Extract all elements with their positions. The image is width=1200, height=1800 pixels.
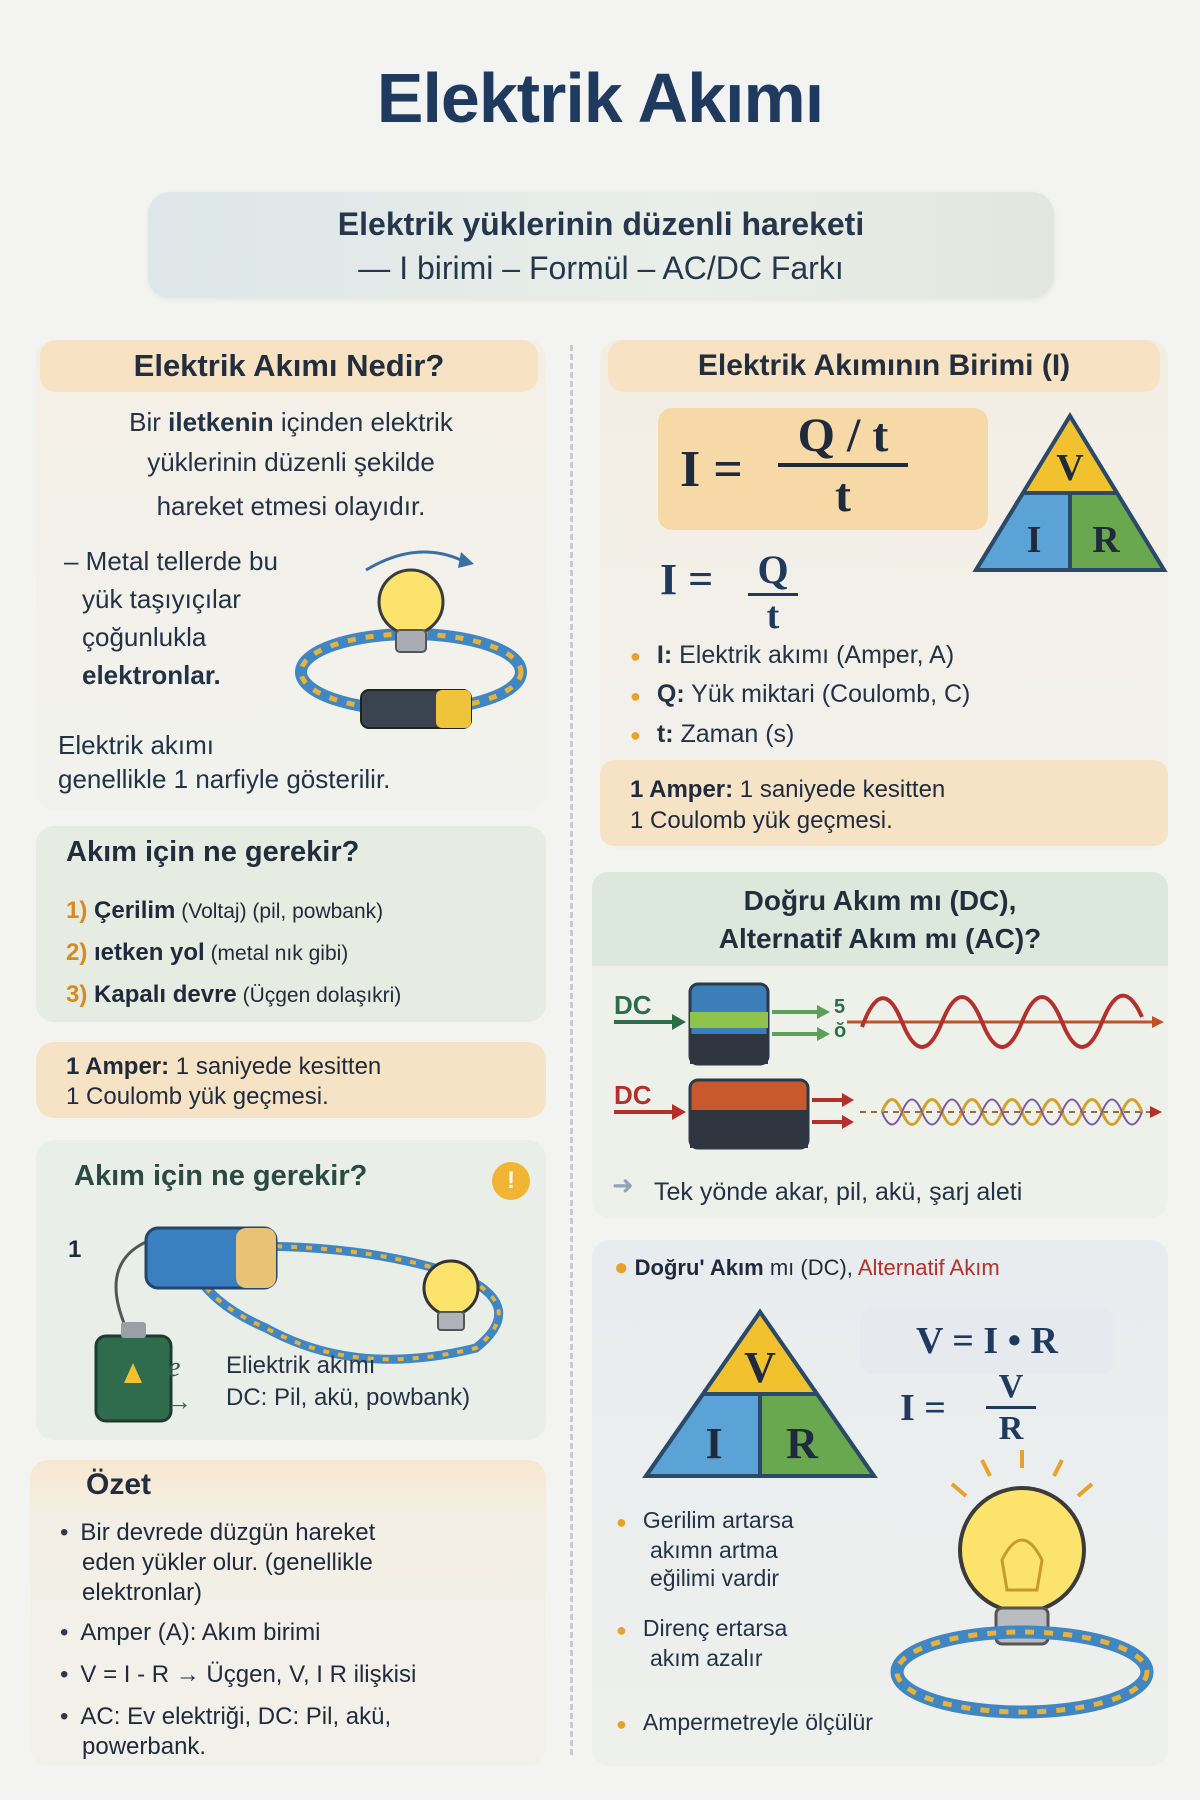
def-post: içinden elektrik bbox=[273, 407, 453, 437]
tri-large-v: V bbox=[744, 1343, 776, 1392]
summary-list bbox=[60, 1518, 540, 1762]
def-sym: t: bbox=[656, 719, 674, 748]
summary-item-line: • Amper (A): Akım birimi bbox=[60, 1618, 540, 1648]
carriers-line3: çoğunlukla bbox=[82, 622, 207, 652]
circuit-caption-line2: DC: Pil, akü, powbank) bbox=[226, 1384, 471, 1411]
amper-right-bold: 1 Amper: bbox=[630, 776, 734, 803]
arrow-icon bbox=[366, 552, 461, 570]
def-bold: iletkenin bbox=[168, 407, 274, 437]
def-sym: I: bbox=[656, 641, 673, 669]
orange-dot-icon: ● bbox=[614, 1254, 629, 1281]
tri-small-v: V bbox=[1056, 447, 1084, 489]
carriers-line1: – Metal tellerde bu bbox=[64, 546, 278, 576]
symbol-note-line1: Elektrik akımı bbox=[58, 730, 215, 760]
what-is-heading: Elektrik Akımı Nedir? bbox=[40, 340, 538, 392]
summary-item-line: eden yükler olur. (genellikle bbox=[82, 1549, 373, 1576]
symbol-note-line2: genellikle 1 narfiyle gösterilir. bbox=[58, 764, 391, 794]
acdc-panel bbox=[592, 872, 1168, 1218]
gray-arrow-icon: ➜ bbox=[612, 1170, 634, 1200]
def-item bbox=[630, 636, 970, 675]
circuit-panel bbox=[36, 1140, 546, 1440]
def-pre: Bir bbox=[129, 407, 169, 437]
ohm-panel bbox=[592, 1240, 1168, 1766]
formula-small-den: t bbox=[766, 595, 780, 637]
amper-box-left bbox=[36, 1042, 546, 1118]
symbol-definitions bbox=[630, 636, 970, 754]
amper-left-line1 bbox=[66, 1052, 516, 1082]
what-is-panel bbox=[36, 340, 546, 810]
summary-item bbox=[60, 1618, 540, 1648]
unit-heading: Elektrik Akımının Birimi (I) bbox=[608, 340, 1160, 392]
ohm-bullet-2 bbox=[616, 1614, 866, 1672]
acdc-footer: Tek yönde akar, pil, akü, şarj aleti bbox=[654, 1178, 1023, 1206]
acdc-heading-line2: Alternatif Akım mı (AC)? bbox=[718, 923, 1042, 954]
summary-item bbox=[60, 1518, 540, 1608]
req-rest: (Üçgen dolaşıkri) bbox=[236, 984, 402, 1007]
requirement-item bbox=[66, 932, 541, 974]
def-text: Yük miktari (Coulomb, C) bbox=[684, 680, 971, 709]
electron-symbol: e bbox=[168, 1352, 181, 1383]
ohm-bullet-line: ● Ampermetreyle ölçülür bbox=[616, 1708, 866, 1738]
summary-item-line: • Bir devrede düzgün hareket bbox=[60, 1518, 540, 1548]
amper-left-line2: 1 Coulomb yük geçmesi. bbox=[66, 1083, 329, 1110]
formula-big-num: Q / t bbox=[778, 408, 908, 467]
tri-small-r: R bbox=[1092, 519, 1120, 561]
ohm-header-dc: Doğru' Akım bbox=[634, 1255, 764, 1280]
amper-right-text: 1 saniyede kesitten bbox=[733, 776, 946, 803]
req-bold: Çerilim bbox=[94, 897, 176, 924]
req-bold: Kapalı devre bbox=[94, 981, 237, 1008]
ohm-bullet-line: ● Direnç ertarsa bbox=[616, 1614, 866, 1644]
requirement-item bbox=[66, 974, 541, 1016]
summary-heading: Özet bbox=[86, 1468, 152, 1501]
ohm-header-ac: Alternatif Akım bbox=[857, 1255, 1000, 1280]
amper-right-line1 bbox=[630, 774, 1138, 805]
ohm-bullet-line: akımn artma bbox=[650, 1536, 778, 1563]
summary-item-line: elektronlar) bbox=[82, 1579, 203, 1606]
circuit-caption-line1: Eliektrik akımı bbox=[226, 1352, 376, 1379]
acdc-heading bbox=[592, 872, 1168, 966]
ohm-bullet-line: eğilimi vardir bbox=[650, 1564, 780, 1591]
req-num: 2) bbox=[66, 939, 88, 966]
amper-left-text: 1 saniyede kesitten bbox=[169, 1053, 382, 1080]
formula-small-lhs: I = bbox=[660, 555, 714, 604]
bulb-ring-illustration bbox=[872, 1440, 1162, 1740]
formula-card bbox=[658, 408, 988, 530]
arrow-head-icon bbox=[458, 552, 474, 568]
dc-label-1: DC bbox=[614, 990, 652, 1020]
formula-small-num: Q bbox=[748, 546, 798, 596]
vir-triangle-large bbox=[642, 1308, 878, 1480]
definition-line2: yüklerinin düzenli şekilde bbox=[147, 447, 435, 477]
circuit-caption bbox=[226, 1350, 470, 1414]
page-title: Elektrik Akımı bbox=[376, 59, 824, 137]
bulb-loop-illustration bbox=[286, 540, 546, 740]
mark-o: ŏ bbox=[834, 1020, 847, 1042]
def-sym: Q: bbox=[656, 680, 685, 709]
tri-small-i: I bbox=[1026, 519, 1042, 561]
def-item bbox=[630, 675, 970, 714]
summary-item-line: powerbank. bbox=[82, 1733, 207, 1760]
ohm-header-mid: mı (DC), bbox=[763, 1255, 858, 1280]
def-item bbox=[630, 715, 970, 754]
subtitle-banner bbox=[148, 192, 1054, 298]
requirements-panel bbox=[36, 826, 546, 1022]
bulb-icon bbox=[424, 1261, 478, 1315]
def-text: Zaman (s) bbox=[673, 719, 795, 748]
summary-item-line: • V = I - R → Üçgen, V, I R ilişkisi bbox=[60, 1660, 540, 1690]
subtitle-line2: — I birimi – Formül – AC/DC Farkı bbox=[358, 250, 844, 286]
ohm-bullet-line: ● Gerilim artarsa bbox=[616, 1506, 866, 1536]
mark-5: 5 bbox=[834, 996, 846, 1018]
dc-label-2: DC bbox=[614, 1080, 652, 1110]
req-rest: (metal nık gibi) bbox=[204, 942, 349, 965]
ohm-bullet-1 bbox=[616, 1506, 866, 1592]
ohm-bullet-line: akım azalır bbox=[650, 1644, 763, 1671]
summary-item bbox=[60, 1660, 540, 1690]
formula-big-den: t bbox=[835, 469, 851, 522]
ohm-formula-num: V bbox=[986, 1368, 1036, 1409]
tri-large-r: R bbox=[786, 1419, 818, 1468]
circuit-number: 1 bbox=[68, 1236, 82, 1263]
acdc-heading-line1: Doğru Akım mı (DC), bbox=[743, 885, 1017, 916]
carriers-bold: elektronlar. bbox=[82, 660, 221, 690]
req-num: 1) bbox=[66, 897, 88, 924]
column-divider bbox=[570, 345, 573, 1755]
ohm-law-card bbox=[860, 1308, 1114, 1374]
tri-large-i: I bbox=[705, 1419, 723, 1468]
bulb-icon bbox=[379, 570, 443, 634]
amper-right-line2: 1 Coulomb yük geçmesi. bbox=[630, 807, 893, 834]
ac-wave-dense-2 bbox=[882, 1100, 1142, 1125]
bulb-icon bbox=[960, 1488, 1084, 1612]
ohm-bullets bbox=[616, 1506, 873, 1738]
subtitle-line1: Elektrik yüklerinin düzenli hareketi bbox=[337, 206, 865, 242]
summary-item bbox=[60, 1702, 540, 1762]
requirements-heading: Akım için ne gerekir? bbox=[66, 836, 360, 868]
ohm-law: V = I • R bbox=[916, 1320, 1058, 1362]
def-text: Elektrik akımı (Amper, A) bbox=[672, 641, 955, 669]
vir-triangle-small bbox=[972, 412, 1168, 574]
ohm-formula-den: R bbox=[998, 1410, 1024, 1447]
summary-item-line: • AC: Ev elektriği, DC: Pil, akü, bbox=[60, 1702, 540, 1732]
unit-panel bbox=[600, 340, 1168, 850]
requirements-list bbox=[66, 890, 541, 1016]
definition-line1 bbox=[56, 402, 526, 442]
definition-text bbox=[56, 402, 526, 526]
summary-panel bbox=[30, 1460, 546, 1766]
symbol-note bbox=[58, 728, 538, 796]
amper-box-right bbox=[600, 760, 1168, 846]
acdc-illustration bbox=[592, 972, 1168, 1162]
ohm-bullet-3 bbox=[616, 1708, 873, 1738]
req-num: 3) bbox=[66, 981, 88, 1008]
ohm-formula-lhs: I = bbox=[900, 1387, 946, 1429]
green-arrow-icon: → bbox=[166, 1386, 192, 1416]
carriers-line2: yük taşıyıçılar bbox=[82, 584, 241, 614]
formula-big-lhs: I = bbox=[680, 441, 743, 498]
req-rest: (Voltaj) (pil, powbank) bbox=[175, 900, 384, 923]
definition-line3: hareket etmesi olayıdır. bbox=[156, 491, 426, 521]
amper-left-bold: 1 Amper: bbox=[66, 1053, 170, 1080]
info-bubble-icon: ! bbox=[492, 1162, 530, 1200]
ohm-header bbox=[614, 1254, 1000, 1282]
req-bold: ıetken yol bbox=[94, 939, 205, 966]
requirement-item bbox=[66, 890, 541, 932]
circuit-heading: Akım için ne gerekir? bbox=[74, 1160, 368, 1192]
